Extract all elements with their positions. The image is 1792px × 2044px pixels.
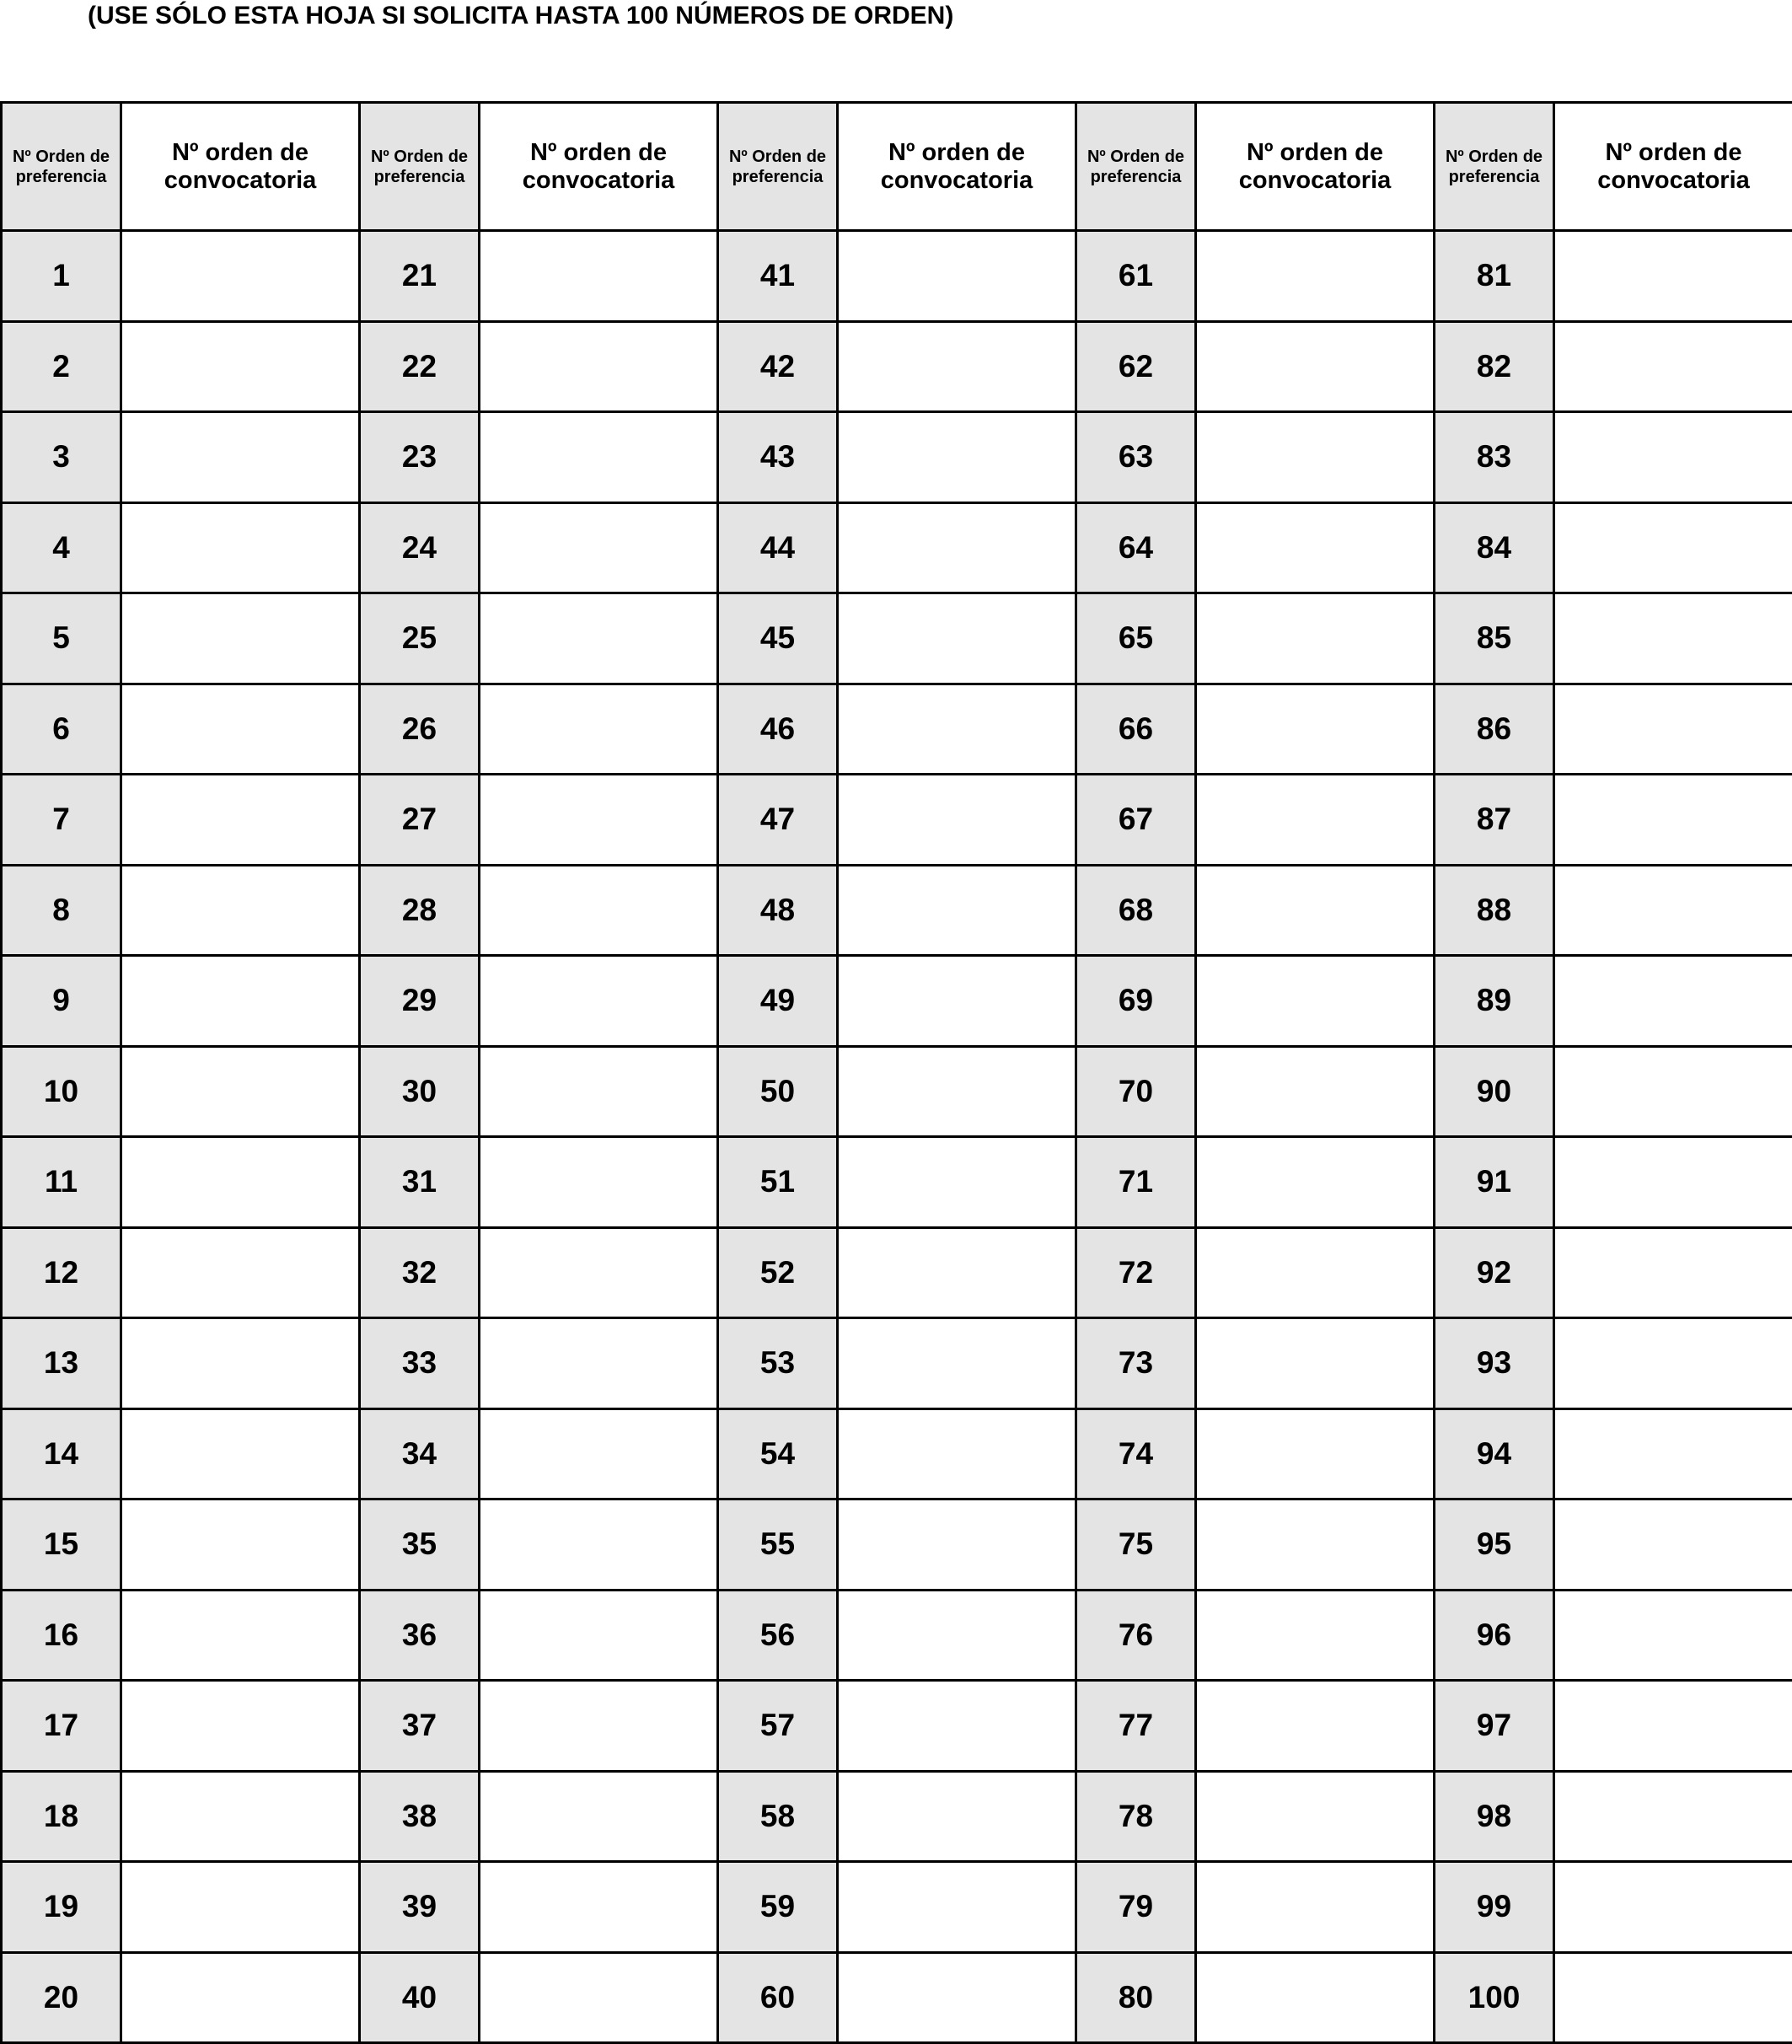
preference-number-cell: 33 bbox=[360, 1318, 480, 1409]
convocatoria-entry-cell[interactable] bbox=[121, 1952, 360, 2043]
preference-number-cell: 47 bbox=[718, 775, 838, 866]
preference-number-cell: 29 bbox=[360, 956, 480, 1047]
preference-number-cell: 49 bbox=[718, 956, 838, 1047]
preference-number-cell: 17 bbox=[2, 1681, 121, 1772]
preference-number-cell: 53 bbox=[718, 1318, 838, 1409]
convocatoria-entry-cell[interactable] bbox=[480, 502, 718, 593]
convocatoria-entry-cell[interactable] bbox=[1554, 1227, 1792, 1318]
convocatoria-entry-cell[interactable] bbox=[1196, 231, 1435, 322]
table-row bbox=[2, 775, 1792, 866]
preference-number-cell: 87 bbox=[1435, 775, 1554, 866]
convocatoria-entry-cell[interactable] bbox=[1554, 1137, 1792, 1228]
header-orden-convocatoria bbox=[1554, 103, 1792, 231]
header-orden-preferencia-label: Nº Orden de preferencia bbox=[361, 147, 478, 187]
header-orden-convocatoria bbox=[121, 103, 360, 231]
convocatoria-entry-cell[interactable] bbox=[1196, 1137, 1435, 1228]
preference-number-cell: 56 bbox=[718, 1590, 838, 1681]
preference-number-cell: 83 bbox=[1435, 412, 1554, 503]
preference-number-cell: 37 bbox=[360, 1681, 480, 1772]
convocatoria-entry-cell[interactable] bbox=[838, 1499, 1076, 1591]
preference-number-cell: 75 bbox=[1076, 1499, 1196, 1591]
convocatoria-entry-cell[interactable] bbox=[1196, 321, 1435, 412]
table-row bbox=[2, 1862, 1792, 1953]
preference-number-cell: 15 bbox=[2, 1499, 121, 1591]
convocatoria-entry-cell[interactable] bbox=[480, 956, 718, 1047]
convocatoria-entry-cell[interactable] bbox=[121, 1590, 360, 1681]
preference-number-cell: 52 bbox=[718, 1227, 838, 1318]
preference-number-cell: 51 bbox=[718, 1137, 838, 1228]
preference-number-cell: 27 bbox=[360, 775, 480, 866]
preference-number-cell: 59 bbox=[718, 1862, 838, 1953]
convocatoria-entry-cell[interactable] bbox=[838, 1952, 1076, 2043]
convocatoria-entry-cell[interactable] bbox=[838, 1137, 1076, 1228]
convocatoria-entry-cell[interactable] bbox=[1554, 1952, 1792, 2043]
convocatoria-entry-cell[interactable] bbox=[1554, 502, 1792, 593]
preference-number-cell: 21 bbox=[360, 231, 480, 322]
convocatoria-entry-cell[interactable] bbox=[1554, 1318, 1792, 1409]
table-row bbox=[2, 1681, 1792, 1772]
convocatoria-entry-cell[interactable] bbox=[480, 1499, 718, 1591]
header-orden-preferencia-label: Nº Orden de preferencia bbox=[3, 147, 120, 187]
convocatoria-entry-cell[interactable] bbox=[838, 1046, 1076, 1137]
table-row bbox=[2, 1408, 1792, 1499]
preference-number-cell: 65 bbox=[1076, 593, 1196, 684]
convocatoria-entry-cell[interactable] bbox=[121, 321, 360, 412]
page-title: (USE SÓLO ESTA HOJA SI SOLICITA HASTA 100 NÚMEROS DE ORDEN) bbox=[88, 0, 953, 32]
preference-number-cell: 45 bbox=[718, 593, 838, 684]
convocatoria-entry-cell[interactable] bbox=[1196, 593, 1435, 684]
preference-number-cell: 66 bbox=[1076, 684, 1196, 775]
preference-number-cell: 85 bbox=[1435, 593, 1554, 684]
preference-number-cell: 71 bbox=[1076, 1137, 1196, 1228]
preference-number-cell: 64 bbox=[1076, 502, 1196, 593]
header-orden-convocatoria-label: Nº orden de convocatoria bbox=[480, 139, 716, 195]
convocatoria-entry-cell[interactable] bbox=[838, 412, 1076, 503]
preference-number-cell: 69 bbox=[1076, 956, 1196, 1047]
preference-number-cell: 39 bbox=[360, 1862, 480, 1953]
preference-number-cell: 73 bbox=[1076, 1318, 1196, 1409]
preference-number-cell: 7 bbox=[2, 775, 121, 866]
convocatoria-entry-cell[interactable] bbox=[1196, 1952, 1435, 2043]
convocatoria-entry-cell[interactable] bbox=[1196, 956, 1435, 1047]
preference-number-cell: 98 bbox=[1435, 1771, 1554, 1862]
convocatoria-entry-cell[interactable] bbox=[838, 1408, 1076, 1499]
convocatoria-entry-cell[interactable] bbox=[480, 1137, 718, 1228]
preference-number-cell: 62 bbox=[1076, 321, 1196, 412]
convocatoria-entry-cell[interactable] bbox=[480, 1408, 718, 1499]
convocatoria-entry-cell[interactable] bbox=[480, 1862, 718, 1953]
table-row bbox=[2, 1771, 1792, 1862]
header-orden-convocatoria bbox=[480, 103, 718, 231]
preference-number-cell: 28 bbox=[360, 865, 480, 956]
table-row bbox=[2, 684, 1792, 775]
convocatoria-entry-cell[interactable] bbox=[480, 593, 718, 684]
convocatoria-entry-cell[interactable] bbox=[121, 865, 360, 956]
header-orden-convocatoria-label: Nº orden de convocatoria bbox=[1197, 139, 1433, 195]
preference-number-cell: 26 bbox=[360, 684, 480, 775]
preference-number-cell: 63 bbox=[1076, 412, 1196, 503]
preference-number-cell: 79 bbox=[1076, 1862, 1196, 1953]
convocatoria-entry-cell[interactable] bbox=[1196, 1318, 1435, 1409]
convocatoria-entry-cell[interactable] bbox=[121, 231, 360, 322]
convocatoria-entry-cell[interactable] bbox=[121, 684, 360, 775]
convocatoria-entry-cell[interactable] bbox=[480, 1227, 718, 1318]
preference-number-cell: 50 bbox=[718, 1046, 838, 1137]
preference-number-cell: 20 bbox=[2, 1952, 121, 2043]
convocatoria-entry-cell[interactable] bbox=[838, 1771, 1076, 1862]
preference-number-cell: 86 bbox=[1435, 684, 1554, 775]
preference-number-cell: 90 bbox=[1435, 1046, 1554, 1137]
convocatoria-entry-cell[interactable] bbox=[1554, 1499, 1792, 1591]
convocatoria-entry-cell[interactable] bbox=[480, 684, 718, 775]
convocatoria-entry-cell[interactable] bbox=[121, 412, 360, 503]
convocatoria-entry-cell[interactable] bbox=[1554, 593, 1792, 684]
convocatoria-entry-cell[interactable] bbox=[1196, 502, 1435, 593]
preference-number-cell: 96 bbox=[1435, 1590, 1554, 1681]
convocatoria-entry-cell[interactable] bbox=[121, 1318, 360, 1409]
convocatoria-entry-cell[interactable] bbox=[838, 865, 1076, 956]
table-row bbox=[2, 1952, 1792, 2043]
convocatoria-entry-cell[interactable] bbox=[121, 502, 360, 593]
convocatoria-entry-cell[interactable] bbox=[1554, 1046, 1792, 1137]
convocatoria-entry-cell[interactable] bbox=[121, 593, 360, 684]
preference-number-cell: 100 bbox=[1435, 1952, 1554, 2043]
convocatoria-entry-cell[interactable] bbox=[838, 1681, 1076, 1772]
convocatoria-entry-cell[interactable] bbox=[1196, 1227, 1435, 1318]
table-row bbox=[2, 1590, 1792, 1681]
preference-number-cell: 38 bbox=[360, 1771, 480, 1862]
convocatoria-entry-cell[interactable] bbox=[1554, 1408, 1792, 1499]
preference-number-cell: 2 bbox=[2, 321, 121, 412]
preference-number-cell: 77 bbox=[1076, 1681, 1196, 1772]
header-orden-preferencia bbox=[718, 103, 838, 231]
preference-number-cell: 61 bbox=[1076, 231, 1196, 322]
table-row bbox=[2, 1046, 1792, 1137]
convocatoria-entry-cell[interactable] bbox=[480, 412, 718, 503]
convocatoria-entry-cell[interactable] bbox=[480, 231, 718, 322]
preference-number-cell: 10 bbox=[2, 1046, 121, 1137]
preference-number-cell: 67 bbox=[1076, 775, 1196, 866]
convocatoria-entry-cell[interactable] bbox=[1554, 1771, 1792, 1862]
order-preference-table bbox=[0, 101, 1792, 2044]
preference-number-cell: 19 bbox=[2, 1862, 121, 1953]
preference-number-cell: 58 bbox=[718, 1771, 838, 1862]
convocatoria-entry-cell[interactable] bbox=[121, 956, 360, 1047]
convocatoria-entry-cell[interactable] bbox=[1554, 412, 1792, 503]
header-orden-preferencia-label: Nº Orden de preferencia bbox=[719, 147, 836, 187]
convocatoria-entry-cell[interactable] bbox=[1554, 231, 1792, 322]
preference-number-cell: 9 bbox=[2, 956, 121, 1047]
preference-number-cell: 72 bbox=[1076, 1227, 1196, 1318]
convocatoria-entry-cell[interactable] bbox=[1196, 1681, 1435, 1772]
preference-number-cell: 23 bbox=[360, 412, 480, 503]
preference-number-cell: 11 bbox=[2, 1137, 121, 1228]
preference-number-cell: 44 bbox=[718, 502, 838, 593]
preference-number-cell: 89 bbox=[1435, 956, 1554, 1047]
preference-number-cell: 8 bbox=[2, 865, 121, 956]
preference-number-cell: 55 bbox=[718, 1499, 838, 1591]
header-orden-convocatoria-label: Nº orden de convocatoria bbox=[122, 139, 358, 195]
convocatoria-entry-cell[interactable] bbox=[121, 1681, 360, 1772]
convocatoria-entry-cell[interactable] bbox=[480, 1681, 718, 1772]
convocatoria-entry-cell[interactable] bbox=[1554, 1590, 1792, 1681]
convocatoria-entry-cell[interactable] bbox=[480, 1318, 718, 1409]
preference-number-cell: 76 bbox=[1076, 1590, 1196, 1681]
header-orden-preferencia bbox=[360, 103, 480, 231]
preference-number-cell: 74 bbox=[1076, 1408, 1196, 1499]
convocatoria-entry-cell[interactable] bbox=[1554, 865, 1792, 956]
convocatoria-entry-cell[interactable] bbox=[1196, 1046, 1435, 1137]
convocatoria-entry-cell[interactable] bbox=[121, 1408, 360, 1499]
preference-number-cell: 99 bbox=[1435, 1862, 1554, 1953]
header-orden-preferencia bbox=[1435, 103, 1554, 231]
header-orden-preferencia-label: Nº Orden de preferencia bbox=[1435, 147, 1553, 187]
preference-number-cell: 92 bbox=[1435, 1227, 1554, 1318]
convocatoria-entry-cell[interactable] bbox=[1554, 1862, 1792, 1953]
convocatoria-entry-cell[interactable] bbox=[838, 1590, 1076, 1681]
convocatoria-entry-cell[interactable] bbox=[1196, 1771, 1435, 1862]
preference-number-cell: 88 bbox=[1435, 865, 1554, 956]
preference-number-cell: 93 bbox=[1435, 1318, 1554, 1409]
preference-number-cell: 22 bbox=[360, 321, 480, 412]
table-row bbox=[2, 1499, 1792, 1591]
convocatoria-entry-cell[interactable] bbox=[1196, 865, 1435, 956]
preference-number-cell: 6 bbox=[2, 684, 121, 775]
convocatoria-entry-cell[interactable] bbox=[121, 1227, 360, 1318]
preference-number-cell: 40 bbox=[360, 1952, 480, 2043]
convocatoria-entry-cell[interactable] bbox=[838, 1227, 1076, 1318]
header-orden-convocatoria-label: Nº orden de convocatoria bbox=[1555, 139, 1792, 195]
table-row bbox=[2, 502, 1792, 593]
preference-number-cell: 1 bbox=[2, 231, 121, 322]
header-orden-preferencia bbox=[2, 103, 121, 231]
preference-number-cell: 25 bbox=[360, 593, 480, 684]
convocatoria-entry-cell[interactable] bbox=[1196, 684, 1435, 775]
convocatoria-entry-cell[interactable] bbox=[480, 1771, 718, 1862]
preference-number-cell: 30 bbox=[360, 1046, 480, 1137]
preference-number-cell: 36 bbox=[360, 1590, 480, 1681]
preference-number-cell: 18 bbox=[2, 1771, 121, 1862]
preference-number-cell: 34 bbox=[360, 1408, 480, 1499]
table-row bbox=[2, 412, 1792, 503]
preference-number-cell: 12 bbox=[2, 1227, 121, 1318]
preference-number-cell: 43 bbox=[718, 412, 838, 503]
header-orden-preferencia bbox=[1076, 103, 1196, 231]
preference-number-cell: 24 bbox=[360, 502, 480, 593]
preference-number-cell: 14 bbox=[2, 1408, 121, 1499]
preference-number-cell: 16 bbox=[2, 1590, 121, 1681]
convocatoria-entry-cell[interactable] bbox=[838, 593, 1076, 684]
preference-number-cell: 91 bbox=[1435, 1137, 1554, 1228]
convocatoria-entry-cell[interactable] bbox=[480, 775, 718, 866]
convocatoria-entry-cell[interactable] bbox=[1554, 321, 1792, 412]
convocatoria-entry-cell[interactable] bbox=[1196, 1862, 1435, 1953]
preference-number-cell: 70 bbox=[1076, 1046, 1196, 1137]
convocatoria-entry-cell[interactable] bbox=[480, 1590, 718, 1681]
preference-number-cell: 84 bbox=[1435, 502, 1554, 593]
preference-number-cell: 57 bbox=[718, 1681, 838, 1772]
preference-number-cell: 68 bbox=[1076, 865, 1196, 956]
convocatoria-entry-cell[interactable] bbox=[1554, 956, 1792, 1047]
convocatoria-entry-cell[interactable] bbox=[1196, 775, 1435, 866]
preference-number-cell: 48 bbox=[718, 865, 838, 956]
convocatoria-entry-cell[interactable] bbox=[121, 1046, 360, 1137]
preference-number-cell: 82 bbox=[1435, 321, 1554, 412]
convocatoria-entry-cell[interactable] bbox=[121, 1137, 360, 1228]
table-row bbox=[2, 1137, 1792, 1228]
convocatoria-entry-cell[interactable] bbox=[480, 1952, 718, 2043]
header-orden-preferencia-label: Nº Orden de preferencia bbox=[1077, 147, 1194, 187]
preference-number-cell: 95 bbox=[1435, 1499, 1554, 1591]
table-row bbox=[2, 1227, 1792, 1318]
table-row bbox=[2, 865, 1792, 956]
preference-number-cell: 3 bbox=[2, 412, 121, 503]
preference-number-cell: 46 bbox=[718, 684, 838, 775]
header-orden-convocatoria bbox=[1196, 103, 1435, 231]
table-row bbox=[2, 1318, 1792, 1409]
preference-number-cell: 32 bbox=[360, 1227, 480, 1318]
preference-number-cell: 13 bbox=[2, 1318, 121, 1409]
convocatoria-entry-cell[interactable] bbox=[121, 1499, 360, 1591]
table-row bbox=[2, 593, 1792, 684]
convocatoria-entry-cell[interactable] bbox=[1554, 775, 1792, 866]
table-row bbox=[2, 321, 1792, 412]
convocatoria-entry-cell[interactable] bbox=[838, 956, 1076, 1047]
convocatoria-entry-cell[interactable] bbox=[121, 1862, 360, 1953]
preference-number-cell: 94 bbox=[1435, 1408, 1554, 1499]
convocatoria-entry-cell[interactable] bbox=[1196, 1590, 1435, 1681]
convocatoria-entry-cell[interactable] bbox=[1554, 684, 1792, 775]
convocatoria-entry-cell[interactable] bbox=[838, 684, 1076, 775]
header-orden-convocatoria-label: Nº orden de convocatoria bbox=[839, 139, 1075, 195]
convocatoria-entry-cell[interactable] bbox=[838, 231, 1076, 322]
convocatoria-entry-cell[interactable] bbox=[121, 775, 360, 866]
convocatoria-entry-cell[interactable] bbox=[838, 321, 1076, 412]
preference-number-cell: 42 bbox=[718, 321, 838, 412]
convocatoria-entry-cell[interactable] bbox=[838, 1318, 1076, 1409]
preference-number-cell: 80 bbox=[1076, 1952, 1196, 2043]
convocatoria-entry-cell[interactable] bbox=[480, 1046, 718, 1137]
convocatoria-entry-cell[interactable] bbox=[480, 865, 718, 956]
preference-number-cell: 97 bbox=[1435, 1681, 1554, 1772]
preference-number-cell: 4 bbox=[2, 502, 121, 593]
convocatoria-entry-cell[interactable] bbox=[838, 775, 1076, 866]
preference-number-cell: 81 bbox=[1435, 231, 1554, 322]
table-row bbox=[2, 231, 1792, 322]
convocatoria-entry-cell[interactable] bbox=[838, 1862, 1076, 1953]
header-orden-convocatoria bbox=[838, 103, 1076, 231]
convocatoria-entry-cell[interactable] bbox=[1196, 1499, 1435, 1591]
preference-number-cell: 60 bbox=[718, 1952, 838, 2043]
convocatoria-entry-cell[interactable] bbox=[480, 321, 718, 412]
convocatoria-entry-cell[interactable] bbox=[121, 1771, 360, 1862]
convocatoria-entry-cell[interactable] bbox=[1554, 1681, 1792, 1772]
preference-number-cell: 35 bbox=[360, 1499, 480, 1591]
preference-number-cell: 78 bbox=[1076, 1771, 1196, 1862]
preference-number-cell: 41 bbox=[718, 231, 838, 322]
convocatoria-entry-cell[interactable] bbox=[838, 502, 1076, 593]
table-row bbox=[2, 956, 1792, 1047]
convocatoria-entry-cell[interactable] bbox=[1196, 1408, 1435, 1499]
convocatoria-entry-cell[interactable] bbox=[1196, 412, 1435, 503]
preference-number-cell: 31 bbox=[360, 1137, 480, 1228]
table-header-row bbox=[2, 103, 1792, 231]
preference-number-cell: 54 bbox=[718, 1408, 838, 1499]
preference-number-cell: 5 bbox=[2, 593, 121, 684]
